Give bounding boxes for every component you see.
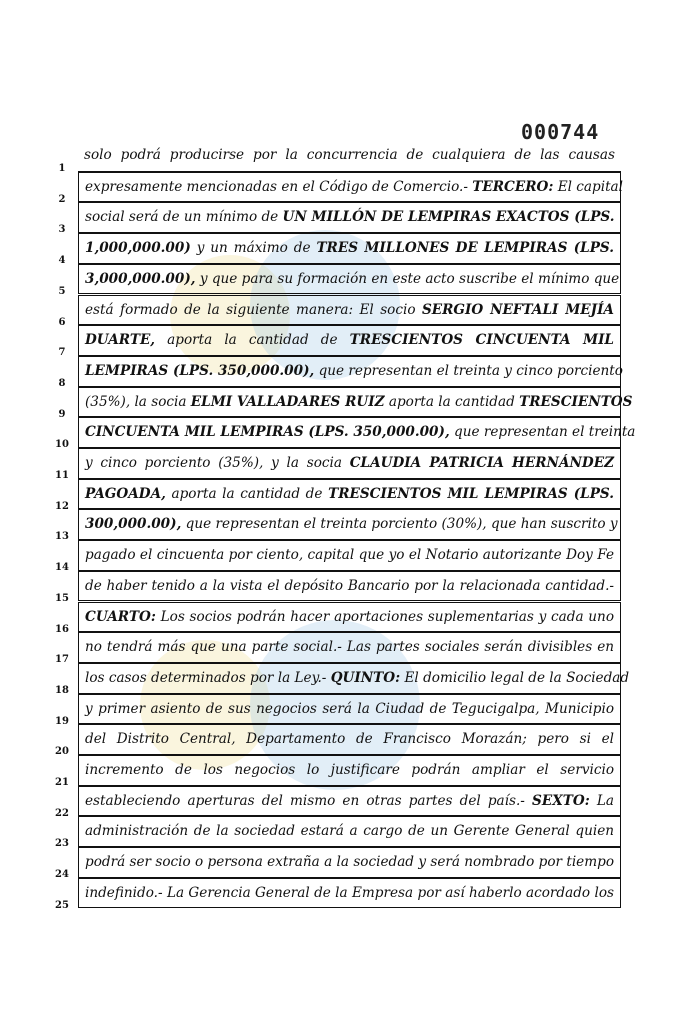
line-number: 4 (58, 255, 66, 267)
line-number: 1 (58, 163, 66, 174)
line-number: 2 (58, 193, 66, 205)
line-number: 20 (55, 746, 69, 758)
line-text: del Distrito Central, Departamento de Francisco Morazán; pero si el (85, 731, 614, 748)
line-text: (35%), la socia ELMI VALLADARES RUIZ aporta la cantidad TRESCIENTOS (85, 393, 633, 410)
line-number: 6 (58, 316, 66, 328)
line-text: expresamente mencionadas en el Código de Comercio.- TERCERO: El capital (85, 178, 623, 195)
line-number: 18 (55, 684, 69, 696)
line-text: administración de la sociedad estará a cargo de un Gerente General quien (85, 823, 614, 840)
line-text: PAGOADA, aporta la cantidad de TRESCIENTOS MIL LEMPIRAS (LPS. (85, 485, 615, 502)
line-text: y cinco porciento (35%), y la socia CLAUDIA PATRICIA HERNÁNDEZ (85, 455, 614, 471)
line-text: 300,000.00), que representan el treinta porciento (30%), que han suscrito y (85, 516, 618, 533)
text-line (78, 448, 621, 479)
line-number: 13 (55, 531, 69, 543)
text-line (78, 417, 636, 448)
text-line (78, 694, 621, 725)
line-number: 23 (55, 838, 69, 850)
line-number: 7 (58, 347, 66, 359)
line-number: 11 (55, 470, 69, 481)
line-text: podrá ser socio o persona extraña a la sociedad y será nombrado por tiempo (85, 854, 614, 871)
text-line (78, 602, 621, 633)
notarial-page (78, 141, 636, 909)
text-line (78, 724, 621, 755)
text-line (78, 816, 621, 847)
line-text: y primer asiento de sus negocios será la Ciudad de Tegucigalpa, Municipio (85, 700, 614, 717)
line-number: 10 (55, 439, 69, 451)
text-line (78, 632, 621, 663)
line-number: 3 (58, 224, 66, 236)
text-line (78, 786, 621, 817)
text-line (78, 847, 621, 878)
line-number: 12 (55, 500, 69, 512)
line-text: de haber tenido a la vista el depósito Bancario por la relacionada cantidad.- (85, 577, 614, 594)
text-line (78, 356, 621, 387)
line-text: los casos determinados por la Ley.- QUINTO: El domicilio legal de la Sociedad (85, 669, 630, 686)
text-line (78, 202, 621, 233)
text-line (78, 663, 630, 694)
line-number: 19 (55, 715, 69, 727)
text-line (78, 509, 621, 540)
text-line (78, 540, 621, 571)
text-line (78, 264, 621, 295)
line-number: 8 (58, 377, 66, 389)
text-line (78, 141, 621, 172)
line-number: 5 (58, 285, 66, 297)
line-number: 15 (55, 592, 69, 604)
line-text: social será de un mínimo de UN MILLÓN DE LEMPIRAS EXACTOS (LPS. (85, 209, 615, 226)
line-text: DUARTE, aporta la cantidad de TRESCIENTOS CINCUENTA MIL (85, 332, 614, 349)
text-line (78, 233, 621, 264)
text-line (78, 755, 621, 786)
line-text: incremento de los negocios lo justificare podrán ampliar el servicio (85, 762, 614, 778)
text-line (78, 479, 621, 510)
line-number: 16 (55, 623, 69, 635)
line-text: 1,000,000.00) y un máximo de TRES MILLONES DE LEMPIRAS (LPS. (85, 240, 614, 257)
text-line (78, 172, 621, 203)
line-text: CUARTO: Los socios podrán hacer aportaciones suplementarias y cada uno (85, 608, 614, 625)
line-text: no tendrá más que una parte social.- Las partes sociales serán divisibles en (85, 639, 614, 656)
line-text: indefinido.- La Gerencia General de la Empresa por así haberlo acordado los (85, 884, 614, 901)
line-number: 21 (55, 777, 69, 788)
line-number: 25 (55, 899, 69, 911)
line-number: 9 (58, 408, 66, 420)
text-line (78, 878, 621, 909)
line-text: está formado de la siguiente manera: El socio SERGIO NEFTALI MEJÍA (85, 301, 614, 318)
line-text: CINCUENTA MIL LEMPIRAS (LPS. 350,000.00), que representan el treinta (85, 424, 636, 441)
line-text: pagado el cincuenta por ciento, capital que yo el Notario autorizante Doy Fe (85, 547, 614, 564)
text-line (78, 325, 621, 356)
line-number: 17 (55, 654, 69, 666)
line-number: 22 (55, 807, 69, 819)
line-text: 3,000,000.00), y que para su formación en este acto suscribe el mínimo que (85, 270, 620, 287)
line-text: estableciendo aperturas del mismo en otras partes del país.- SEXTO: La (85, 792, 615, 809)
line-number: 14 (55, 562, 69, 574)
text-line (78, 387, 633, 418)
folio-stamp: 000744 (521, 120, 600, 144)
text-line (78, 571, 621, 602)
line-text: solo podrá producirse por la concurrencia de cualquiera de las causas (84, 147, 615, 163)
line-number: 24 (55, 869, 69, 881)
text-line (78, 295, 621, 326)
line-text: LEMPIRAS (LPS. 350,000.00), que representan el treinta y cinco porciento (85, 362, 623, 379)
